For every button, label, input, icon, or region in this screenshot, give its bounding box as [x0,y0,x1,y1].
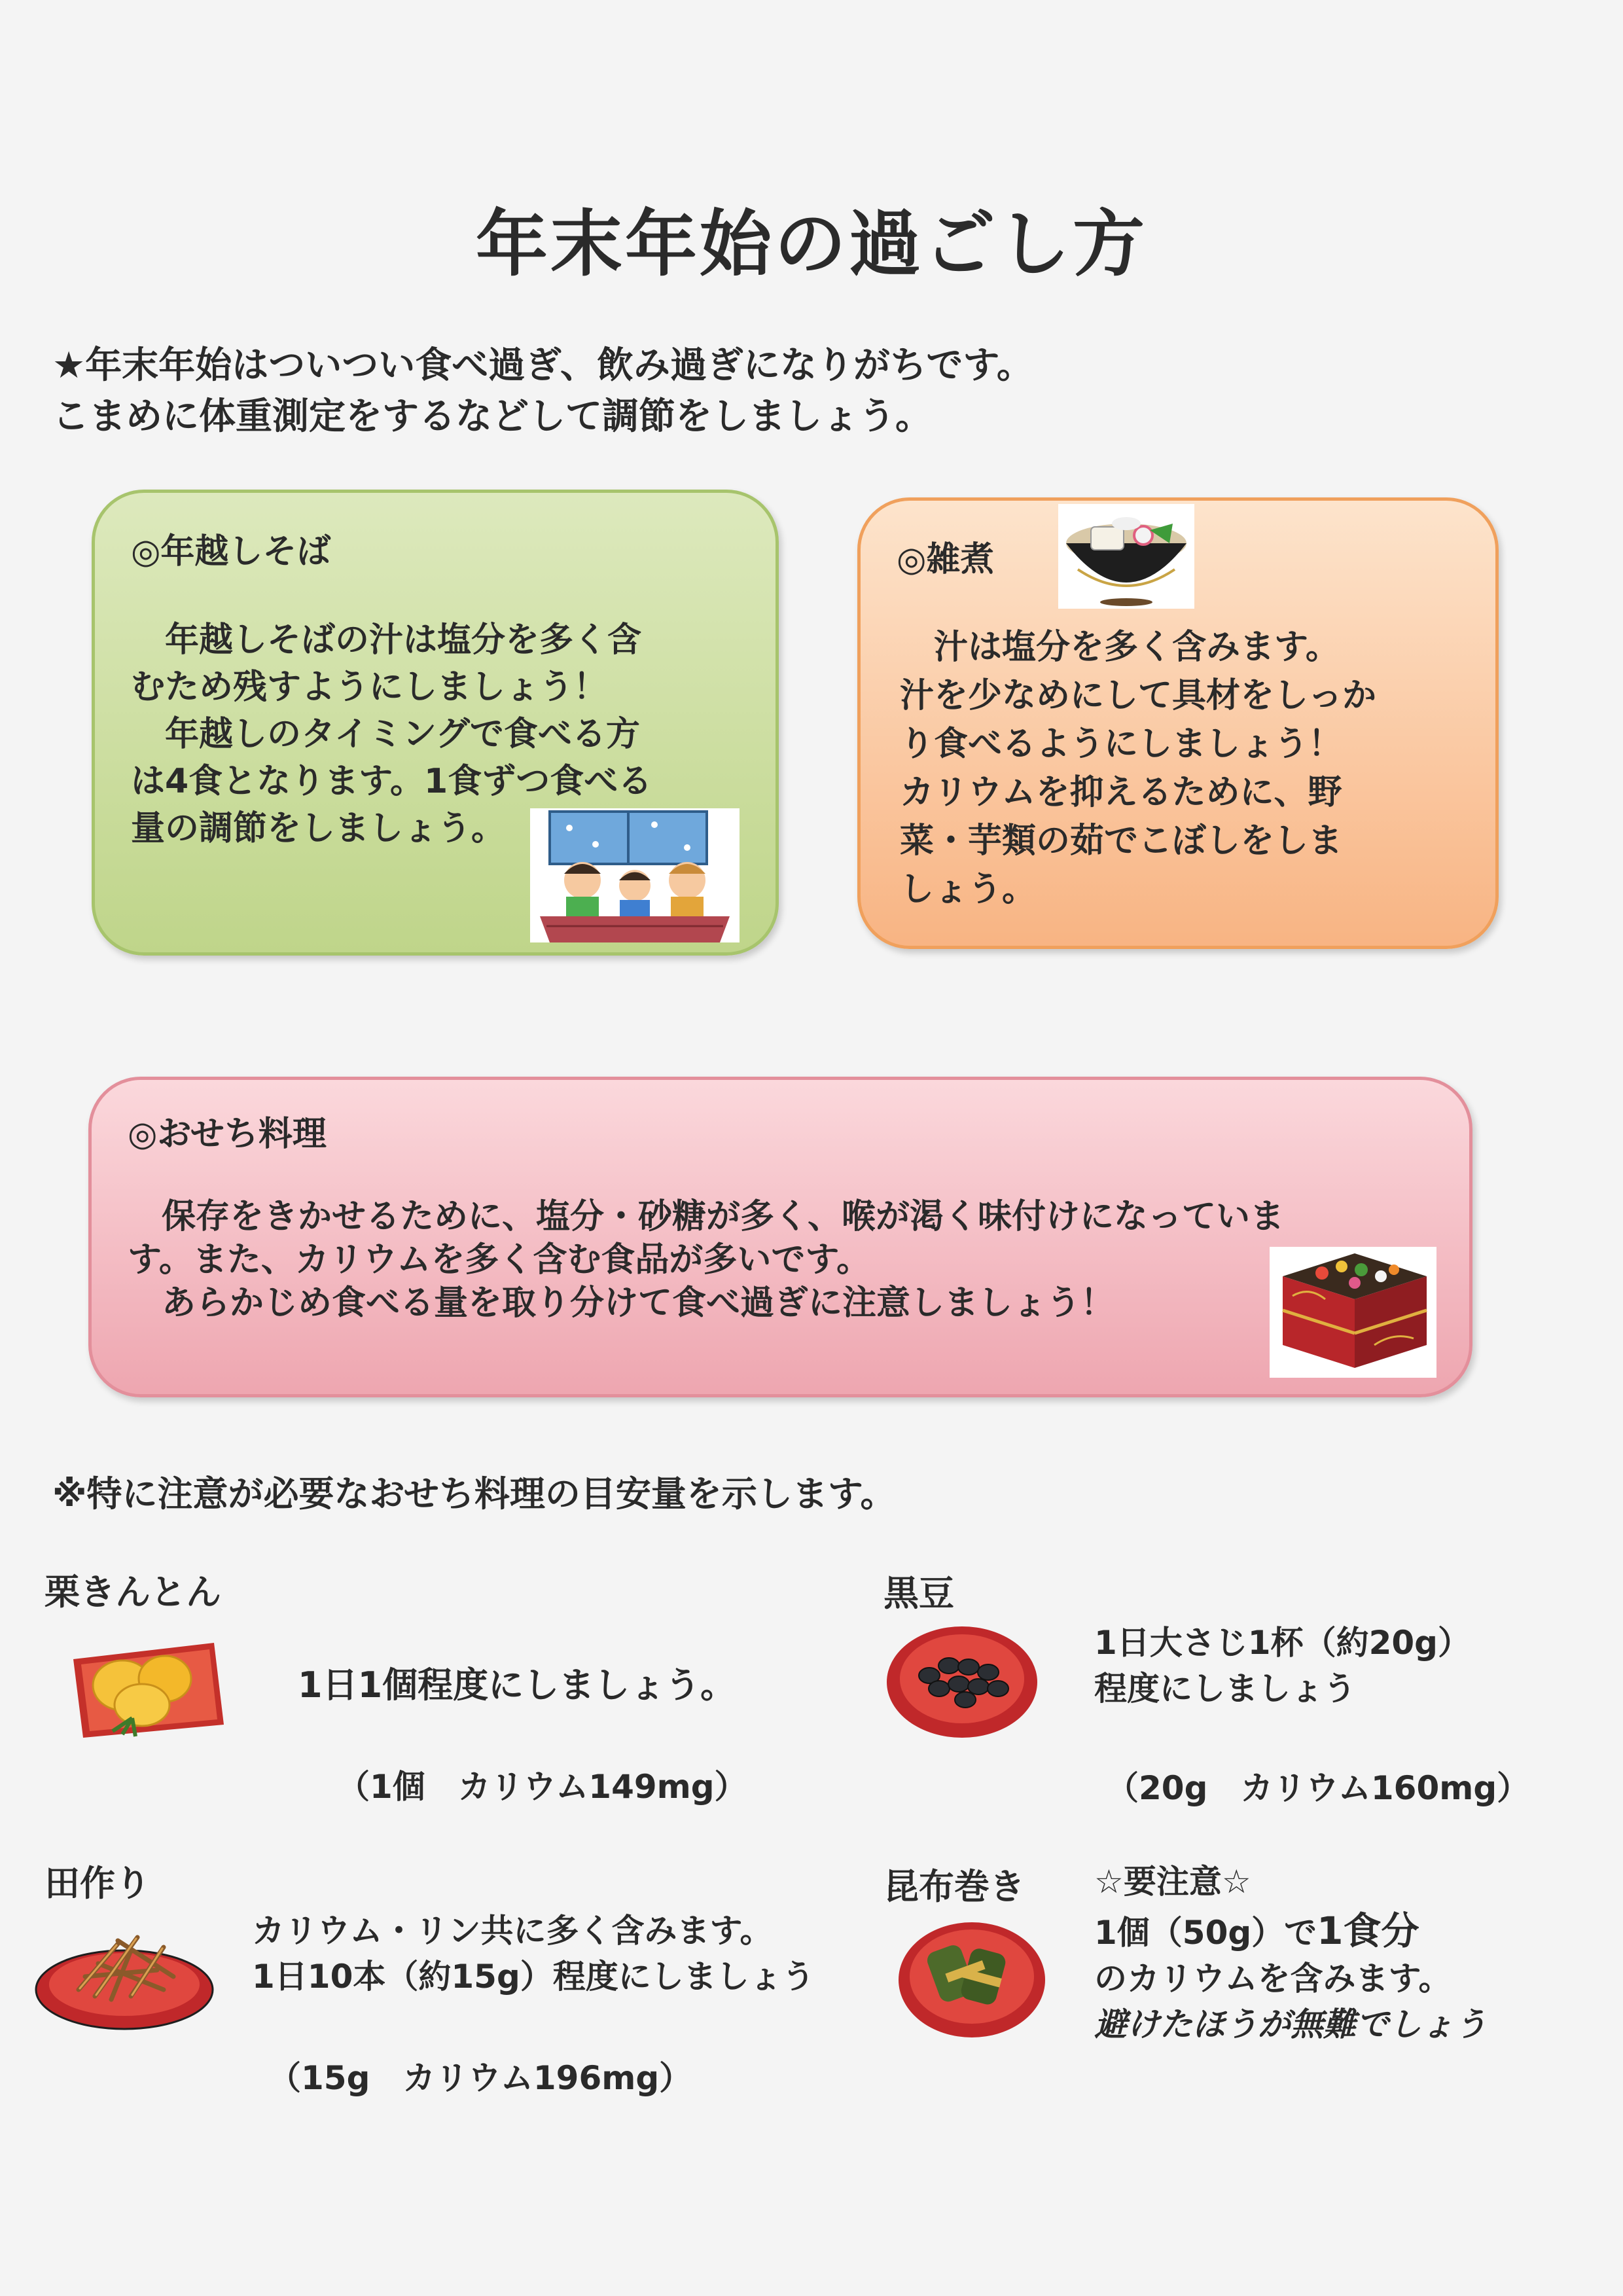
kobumaki-warning: ☆要注意☆ [1094,1863,1251,1901]
soba-line-2: むため残すようにしましょう！ [131,668,608,707]
kuromame-name: 黒豆 [883,1573,954,1614]
tazukuri-potassium: （15g カリウム196mg） [268,2059,692,2097]
kobumaki-name: 昆布巻き [883,1866,1025,1907]
kobumaki-text [1094,1908,1487,2047]
tazukuri-name: 田作り [45,1863,151,1904]
kuromame-illustration [883,1620,1047,1744]
kurikinton-text: 1日1個程度にしましょう。 [298,1664,736,1706]
intro-text [52,340,1033,442]
zoni-body [900,623,1376,914]
osechi-line-1: 保存をきかせるために、塩分・砂糖が多く、喉が渇く味付けになっていま [128,1197,1284,1236]
amount-guide-note: ※特に注意が必要なおせち料理の目安量を示します。 [52,1473,896,1515]
zoni-line-2: 汁を少なめにして具材をしっか [900,676,1377,715]
kurikinton-illustration [60,1620,230,1751]
osechi-heading: ◎おせち料理 [128,1115,327,1154]
soba-line-1: 年越しそばの汁は塩分を多く含 [131,620,642,660]
kuromame-line-1: 1日大さじ1杯（約20g） [1094,1624,1471,1662]
kobumaki-one-meal: 1食分 [1317,1909,1419,1953]
kobumaki-line-1 [1094,1908,1487,1956]
page-title: 年末年始の過ごし方 [476,202,1147,286]
kobumaki-line-3: 避けたほうが無難でしょう [1094,2005,1487,2043]
intro-line-2: こまめに体重測定をするなどして調節をしましょう。 [52,395,932,438]
kurikinton-potassium: （1個 カリウム149mg） [337,1768,747,1806]
tazukuri-illustration [33,1911,223,2039]
kobumaki-line-1-text: 1個（50g）で [1094,1914,1317,1952]
soba-heading: ◎年越しそば [131,532,331,571]
osechi-line-3: あらかじめ食べる量を取り分けて食べ過ぎに注意しましょう！ [128,1283,1115,1323]
zoni-line-6: しょう。 [900,870,1037,909]
kuromame-text [1094,1620,1471,1712]
zoni-line-3: り食べるようにしましょう！ [900,725,1343,764]
soba-line-4: は4食となります。1食ずつ食べる [131,762,652,801]
kobumaki-line-2: のカリウムを含みます。 [1094,1960,1452,1998]
zoni-heading: ◎雑煮 [897,540,995,579]
zoni-bowl-illustration [1058,504,1194,609]
zoni-line-5: 菜・芋類の茹でこぼしをしま [900,821,1343,861]
soba-line-3: 年越しのタイミングで食べる方 [131,715,640,754]
osechi-box-illustration [1270,1247,1436,1378]
soba-line-5: 量の調節をしましょう。 [131,809,506,848]
tazukuri-text [252,1908,815,2000]
osechi-body [128,1195,1284,1325]
intro-line-1: ★年末年始はついつい食べ過ぎ、飲み過ぎになりがちです。 [52,344,1033,387]
zoni-line-4: カリウムを抑えるために、野 [900,773,1342,812]
kobumaki-illustration [893,1911,1050,2042]
tazukuri-line-1: カリウム・リン共に多く含みます。 [252,1912,773,1950]
kurikinton-name: 栗きんとん [45,1571,221,1613]
tazukuri-line-2: 1日10本（約15g）程度にしましょう [252,1958,815,1996]
family-eating-soba-illustration [530,808,740,942]
zoni-line-1: 汁は塩分を多く含みます。 [900,628,1340,667]
kuromame-line-2: 程度にしましょう [1094,1670,1356,1708]
osechi-line-2: す。また、カリウムを多く含む食品が多いです。 [128,1240,871,1280]
kuromame-potassium: （20g カリウム160mg） [1106,1769,1530,1807]
